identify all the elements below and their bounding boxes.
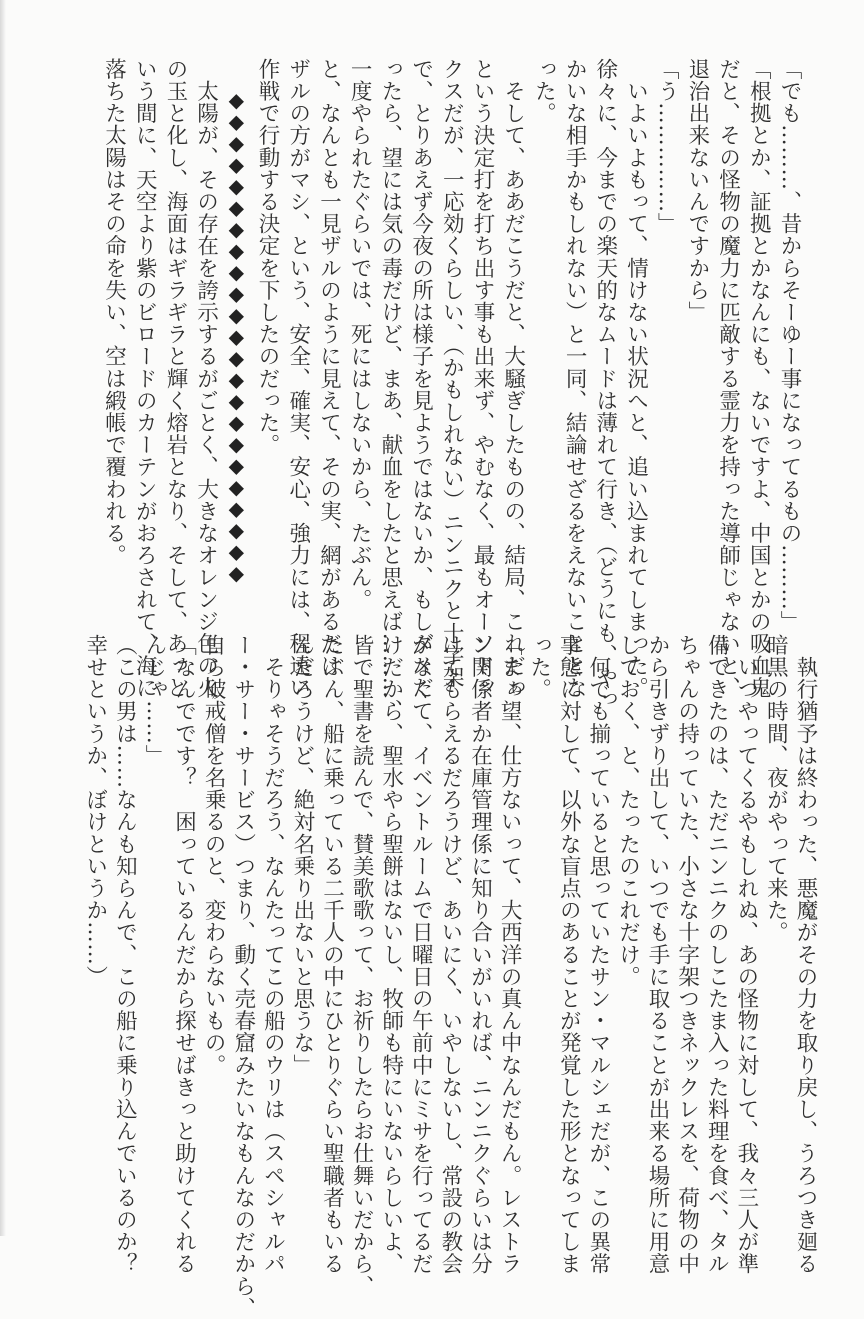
- text-line: 「根拠とか、証拠とかなんにも、ないですよ、中国とかの吸血鬼: [746, 58, 772, 699]
- text-line: そして、ああだこうだと、大騒ぎしたものの、結局、これだっ: [500, 58, 526, 699]
- text-line: けだから、聖水やら聖餅はないし、牧師も特にいないらしいよ、: [378, 634, 404, 1275]
- text-line: から引きずり出して、いつでも手に取ることが出来る場所に用意: [645, 634, 671, 1275]
- text-line: 事態に対して、以外な盲点のあることが発覚した形となってしま: [556, 634, 582, 1275]
- scan-edge-shadow: [0, 0, 6, 1236]
- text-line: だと、その怪物の魔力に匹敵する霊力を持った導師じゃないと、: [715, 58, 741, 699]
- text-line: がなくて、イベントルームで日曜日の午前中にミサを行ってるだ: [408, 634, 434, 1275]
- text-line: いつやってくるやもしれぬ、あの怪物に対して、我々三人が準: [733, 634, 759, 1275]
- text-line: 備できたのは、ただニンニクのしこたま入った料理を食べ、タル: [704, 634, 730, 1275]
- text-line: った。: [526, 634, 552, 701]
- section-divider-diamonds: ◆◆◆◆◆◆◆◆◆◆◆◆◆◆◆◆◆◆◆◆◆◆◆: [224, 88, 249, 583]
- text-line: 何でも揃っていると思っていたサン・マルシェだが、この異常: [585, 634, 611, 1275]
- text-line: 作戦で行動する決定を下したのだった。: [255, 58, 281, 456]
- text-line: ン関係者か在庫管理係に知り合いがいれば、ニンニクぐらいは分: [467, 634, 493, 1275]
- text-line: んだろうけど、絶対名乗り出ないと思うな」: [289, 634, 315, 1076]
- text-line: んじゃ……」: [141, 634, 167, 767]
- text-line: ザルの方がマシ、という、安全、確実、安心、強力には、程遠い: [285, 58, 311, 699]
- text-line: けてもらえるだろうけど、あいにく、いやしないし、常設の教会: [437, 634, 463, 1275]
- text-line: 幸せというか、ぼけというか……）: [82, 634, 108, 988]
- text-line: 執行猶予は終わった、悪魔がその力を取り戻し、うろつき廻る: [793, 634, 818, 1275]
- text-line: と、なんとも一見ザルのように見えて、その実、網があるだけ: [316, 58, 342, 677]
- text-line: いう間に、天空より紫のビロードのカーテンがおろされて、海に: [132, 58, 158, 699]
- text-line: ー・サー・サービス）つまり、動く売春窟みたいなもんなのだから、: [230, 634, 256, 1319]
- text-line: で、とりあえず今夜の所は様子を見ようではないか、もしダメだ: [408, 58, 434, 699]
- text-line: 自ら破戒僧を名乗るのと、変わらないもの。: [201, 634, 227, 1076]
- text-line: そりゃそうだろう、なんたってこの船のウリは（スペシャルパ: [260, 634, 286, 1275]
- text-line: の玉と化し、海面はギラギラと輝く熔岩となり、そして、あっと: [162, 58, 188, 699]
- text-line: った。: [531, 58, 557, 125]
- text-line: 「まぁ望、仕方ないって、大西洋の真ん中なんだもん。レストラ: [497, 634, 523, 1275]
- text-line: クスだが、一応効くらしい、（かもしれない）ニンニクと十字架: [439, 58, 465, 689]
- text-line: 「なんでです？ 困っているんだから探せばきっと助けてくれる: [171, 634, 197, 1275]
- text-line: 「う……………」: [654, 58, 680, 235]
- text-line: 退治出来ないんですから」: [684, 58, 710, 324]
- text-line: 落ちた太陽はその命を失い、空は緞帳で覆われる。: [101, 58, 127, 567]
- text-line: という決定打を打ち出す事も出来ず、やむなく、最もオーソドッ: [469, 58, 495, 699]
- text-line: 皆で聖書を読んで、賛美歌歌って、お祈りしたらお仕舞いだから、: [349, 634, 375, 1297]
- text-line: いよいよもって、情けない状況へと、追い込まれてしまった。: [623, 58, 649, 699]
- text-line: 徐々に、今までの楽天的なムードは薄れて行き、（どうにも、やっ: [592, 58, 618, 711]
- text-line: 暗黒の時間、夜がやって来た。: [763, 634, 789, 944]
- text-line: ちゃんの持っていた、小さな十字架つきネックレスを、荷物の中: [674, 634, 700, 1275]
- text-line: （この男は……なんも知らんで、この船に乗り込んでいるのか？: [112, 634, 138, 1275]
- text-block-bottom: [80, 634, 820, 1319]
- text-line: しておく、と、たったのこれだけ。: [615, 634, 641, 988]
- text-line: かいな相手かもしれない）と一同、結論せざるをえないこととな: [562, 58, 588, 699]
- text-line: 一度やられたぐらいでは、死にはしないから、たぶん。: [347, 58, 373, 611]
- text-line: 太陽が、その存在を誇示するがごとく、大きなオレンジ色の火: [193, 58, 219, 699]
- text-line: 「でも………、昔からそーゆー事になってるもの………」: [777, 58, 802, 633]
- text-line: ったら、望には気の毒だけど、まあ、献血をしたと思えば………、: [377, 58, 403, 721]
- text-line: たぶん、船に乗っている二千人の中にひとりぐらい聖職者もいる: [319, 634, 345, 1275]
